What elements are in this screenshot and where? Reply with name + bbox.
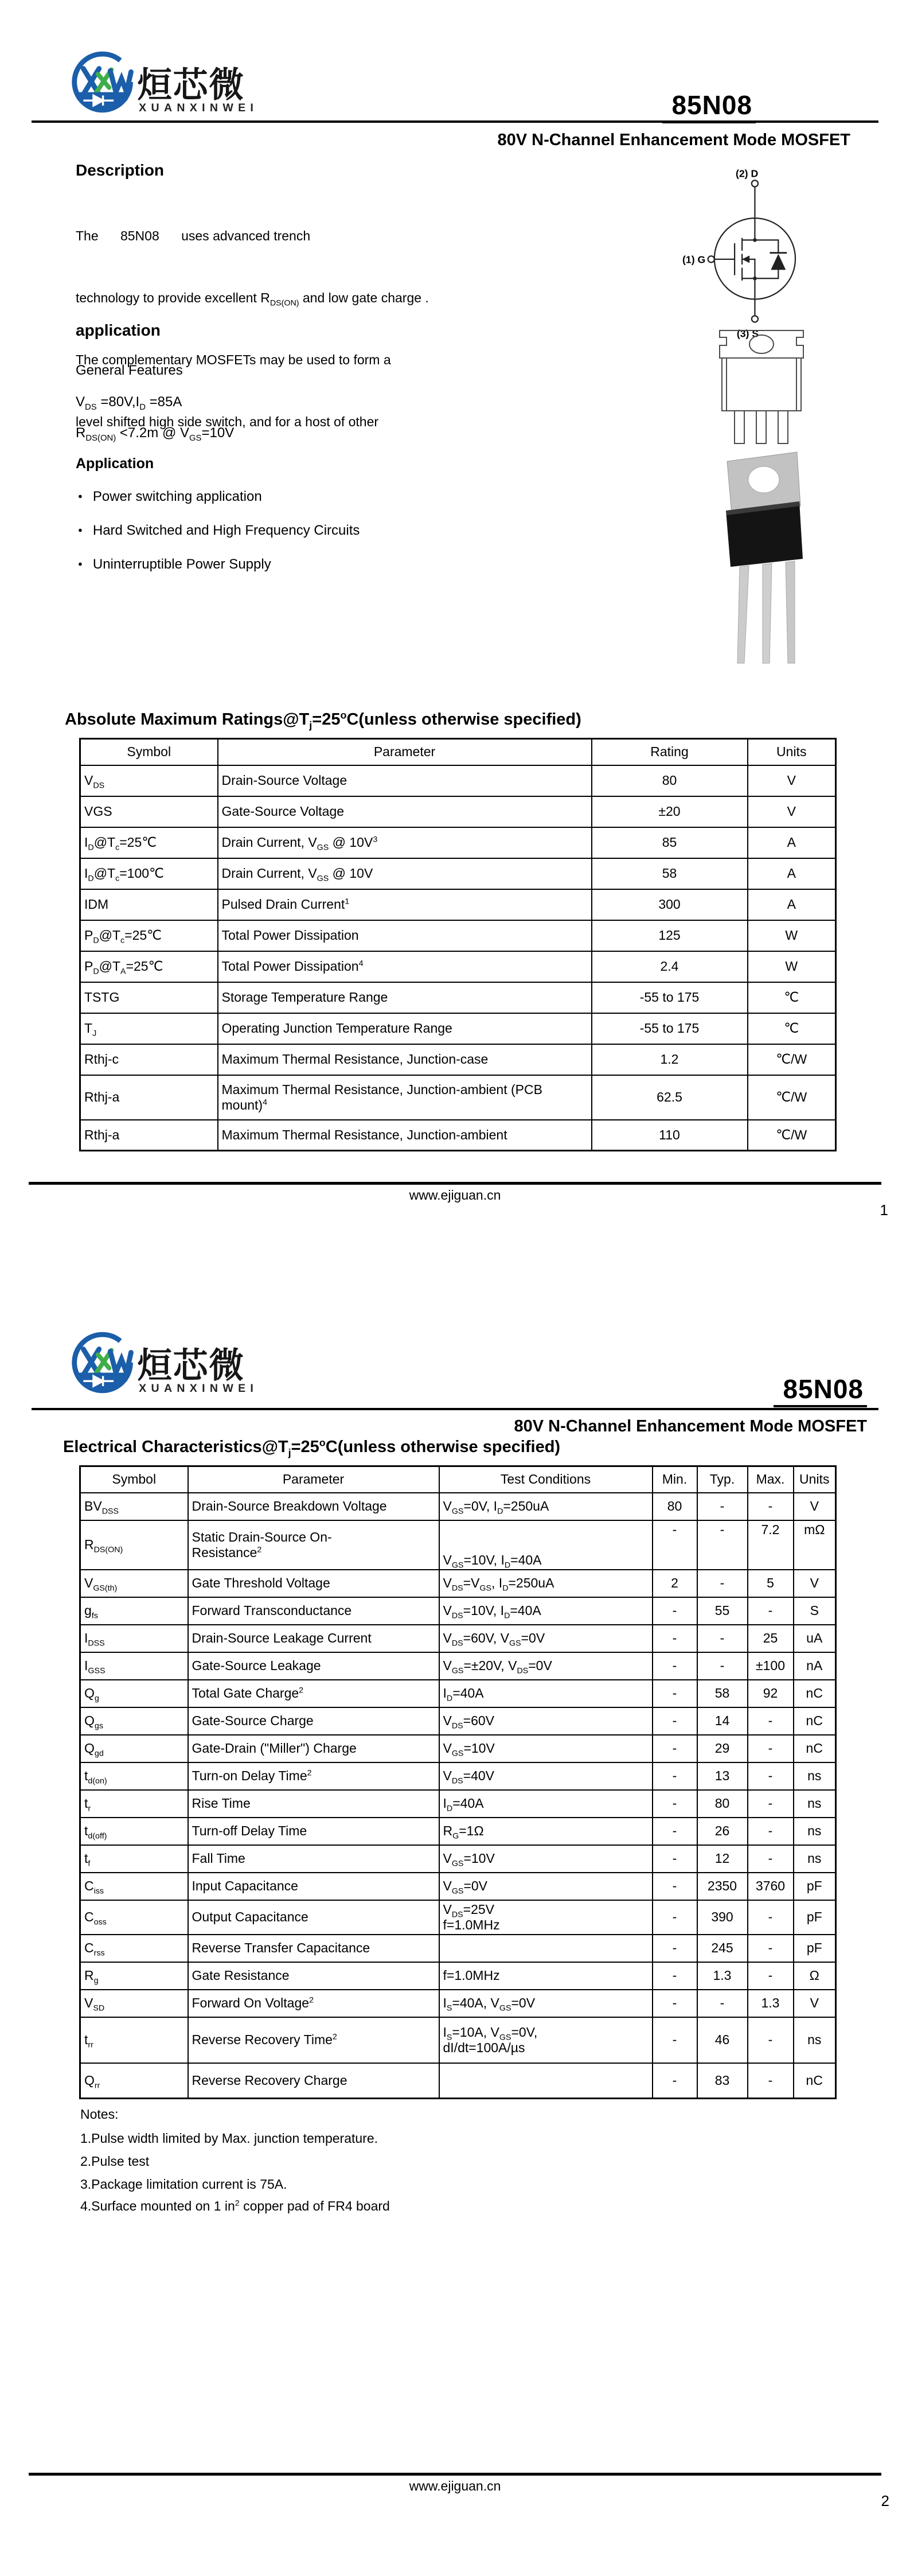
ec-cell-min: - [653, 1990, 697, 2017]
table-row [80, 1013, 836, 1044]
ec-cell-units: mΩ [794, 1520, 836, 1570]
amr-cell-param: Drain Current, $V_{GS}$ @ 10V [218, 858, 592, 889]
ec-header-parameter: Parameter [188, 1466, 439, 1493]
table-row [80, 951, 836, 982]
table-row [80, 827, 836, 858]
description-line: The complementary MOSFETs may be used to form a [76, 352, 391, 367]
amr-cell-symbol: $P_D@T_A=25℃$ [80, 951, 218, 982]
ec-cell-typ: - [697, 1493, 748, 1520]
amr-cell-rating: 58 [592, 858, 748, 889]
ec-cell-symbol: $Q_{rr}$ [80, 2063, 188, 2099]
table-row [80, 2063, 836, 2099]
ec-cell-symbol: $BV_{DSS}$ [80, 1493, 188, 1520]
note-item: 4.Surface mounted on 1 $in^2$ copper pad of FR4 board [80, 2198, 390, 2213]
application-subheading: Application [76, 456, 154, 472]
ec-cell-typ: 55 [697, 1597, 748, 1625]
logo-en-text: XUANXINWEI [139, 1382, 259, 1395]
table-row [80, 1790, 836, 1818]
page-number: 1 [880, 1201, 888, 1219]
part-number: 85N08 [662, 90, 756, 123]
ec-cell-typ: 46 [697, 2017, 748, 2063]
amr-cell-units: ℃/W [748, 1120, 836, 1151]
ec-cell-symbol: $R_g$ [80, 1962, 188, 1990]
ec-cell-units: nC [794, 1735, 836, 1762]
notes-heading: Notes: [80, 2107, 119, 2122]
ec-header-test-conditions: Test Conditions [439, 1466, 653, 1493]
ec-header-units: Units [794, 1466, 836, 1493]
table-row [80, 1680, 836, 1707]
table-row [80, 1707, 836, 1735]
logo-monogram-icon [83, 1349, 131, 1375]
ec-cell-min: - [653, 1935, 697, 1962]
ec-cell-tc [439, 1935, 653, 1962]
amr-cell-param: Drain-Source Voltage [218, 765, 592, 796]
description-line: technology to provide excellent $R_{DS(ON)}$ and low gate charge . [76, 290, 429, 308]
ec-cell-typ: 245 [697, 1935, 748, 1962]
ec-cell-tc: $I_D=40A$ [439, 1790, 653, 1818]
amr-cell-units: V [748, 765, 836, 796]
header-divider [32, 1408, 878, 1410]
ec-cell-param: Drain-Source Breakdown Voltage [188, 1493, 439, 1520]
amr-title: Absolute Maximum $Ratings@T_j=25^oC(unless$ otherwise specified) [65, 709, 581, 731]
amr-cell-units: ℃ [748, 982, 836, 1013]
ec-cell-min: - [653, 1962, 697, 1990]
amr-cell-param: Storage Temperature Range [218, 982, 592, 1013]
table-row [80, 765, 836, 796]
page-subtitle: 80V N-Channel Enhancement Mode MOSFET [497, 131, 850, 149]
amr-cell-units: V [748, 796, 836, 827]
ec-cell-units: pF [794, 1900, 836, 1935]
ec-cell-symbol: $C_{iss}$ [80, 1873, 188, 1900]
ec-cell-min: - [653, 1873, 697, 1900]
table-row [80, 1900, 836, 1935]
amr-cell-symbol: $T_J$ [80, 1013, 218, 1044]
amr-cell-param: Maximum Thermal Resistance, Junction-ambient [218, 1120, 592, 1151]
ec-cell-min: 2 [653, 1570, 697, 1597]
gate-pin-label: (1) G [682, 254, 706, 266]
ec-cell-min: - [653, 1625, 697, 1652]
application-bullet: ● Uninterruptible Power Supply [78, 557, 271, 573]
ec-cell-tc: $V_{GS}=10V$, $I_D=40A$ [439, 1520, 653, 1570]
ec-cell-tc: $V_{GS}=0V$, $I_D=250uA$ [439, 1493, 653, 1520]
ec-cell-max: - [748, 1935, 794, 1962]
amr-cell-symbol: IDM [80, 889, 218, 920]
ec-cell-units: V [794, 1570, 836, 1597]
amr-cell-symbol: Rthj-c [80, 1044, 218, 1075]
ec-cell-min: - [653, 1680, 697, 1707]
ec-cell-symbol: $Q_g$ [80, 1680, 188, 1707]
logo-cn-text: 烜芯微 [137, 65, 245, 104]
ec-cell-tc: $I_S=10A$, $V_{GS}=0V$, dI/dt=100A/µs [439, 2017, 653, 2063]
table-row [80, 1652, 836, 1680]
ec-cell-param: Gate-Source Charge [188, 1707, 439, 1735]
ec-cell-tc: $V_{GS}=0V$ [439, 1873, 653, 1900]
amr-cell-rating: 300 [592, 889, 748, 920]
amr-cell-units: A [748, 858, 836, 889]
table-row [80, 1044, 836, 1075]
ec-header-max: Max. [748, 1466, 794, 1493]
amr-cell-rating: 62.5 [592, 1075, 748, 1120]
table-row [80, 982, 836, 1013]
footer-url: www.ejiguan.cn [409, 1188, 501, 1203]
ec-cell-symbol: $C_{rss}$ [80, 1935, 188, 1962]
note-item: 3.Package limitation current is 75A. [80, 2177, 287, 2192]
ec-cell-units: V [794, 1493, 836, 1520]
logo-cn-text: 烜芯微 [137, 1345, 245, 1385]
ec-cell-tc: $V_{GS}=10V$ [439, 1845, 653, 1873]
amr-cell-rating: -55 to 175 [592, 982, 748, 1013]
ec-cell-tc: f=1.0MHz [439, 1962, 653, 1990]
company-logo [68, 48, 270, 116]
ec-cell-typ: 1.3 [697, 1962, 748, 1990]
mosfet-arrow-icon [742, 255, 749, 263]
table-row [80, 1735, 836, 1762]
ec-cell-param: Turn-on Delay Time$^2$ [188, 1762, 439, 1790]
ec-cell-tc: $V_{GS}=10V$ [439, 1735, 653, 1762]
amr-cell-symbol: $I_D@T_c=100℃$ [80, 858, 218, 889]
ec-cell-param: Gate Threshold Voltage [188, 1570, 439, 1597]
amr-cell-param: Operating Junction Temperature Range [218, 1013, 592, 1044]
ec-cell-symbol: $I_{DSS}$ [80, 1625, 188, 1652]
ec-cell-max: - [748, 2017, 794, 2063]
ec-cell-max: 3760 [748, 1873, 794, 1900]
ec-cell-max: 1.3 [748, 1990, 794, 2017]
ec-cell-units: ns [794, 1762, 836, 1790]
table-row [80, 796, 836, 827]
ec-cell-units: nA [794, 1652, 836, 1680]
footer-divider [29, 2473, 881, 2476]
mosfet-symbol-diagram [681, 168, 820, 341]
ec-cell-max: - [748, 2063, 794, 2099]
ec-cell-typ: - [697, 1625, 748, 1652]
logo-en-text: XUANXINWEI [139, 101, 259, 114]
amr-cell-rating: 85 [592, 827, 748, 858]
description-heading: Description [76, 161, 165, 179]
table-header-row [80, 1466, 836, 1493]
amr-cell-rating: 1.2 [592, 1044, 748, 1075]
ec-cell-param: Gate-Drain ("Miller") Charge [188, 1735, 439, 1762]
table-row [80, 1873, 836, 1900]
table-row [80, 1520, 836, 1570]
ec-cell-units: V [794, 1990, 836, 2017]
ec-cell-max: 5 [748, 1570, 794, 1597]
ec-cell-param: Input Capacitance [188, 1873, 439, 1900]
amr-cell-units: W [748, 951, 836, 982]
ec-cell-symbol: $t_f$ [80, 1845, 188, 1873]
part-number: 85N08 [774, 1373, 867, 1407]
table-row [80, 1597, 836, 1625]
ec-cell-param: Rise Time [188, 1790, 439, 1818]
ec-cell-tc: $I_S=40A$, $V_{GS}=0V$ [439, 1990, 653, 2017]
ec-cell-units: S [794, 1597, 836, 1625]
amr-cell-rating: 2.4 [592, 951, 748, 982]
amr-cell-symbol: $P_D@T_c=25℃$ [80, 920, 218, 951]
ec-header-min: Min. [653, 1466, 697, 1493]
ec-cell-max: 7.2 [748, 1520, 794, 1570]
application-bullet: ● Power switching application [78, 489, 262, 505]
ec-cell-param: Gate Resistance [188, 1962, 439, 1990]
ec-cell-min: 80 [653, 1493, 697, 1520]
amr-cell-param: Gate-Source Voltage [218, 796, 592, 827]
table-row [80, 1990, 836, 2017]
ec-cell-symbol: $t_{d(on)}$ [80, 1762, 188, 1790]
table-row [80, 1493, 836, 1520]
ec-cell-min: - [653, 1735, 697, 1762]
ec-cell-tc [439, 2063, 653, 2099]
ec-cell-min: - [653, 1762, 697, 1790]
ec-cell-param: Turn-off Delay Time [188, 1818, 439, 1845]
drain-pin-label: (2) D [735, 168, 759, 180]
ec-cell-symbol: $Q_{gd}$ [80, 1735, 188, 1762]
feature-rdson: $R_{DS(ON)} <7.2m$ @ $V_{GS}=10V$ [76, 425, 235, 443]
ec-cell-max: - [748, 1900, 794, 1935]
description-line: level shifted high side switch, and for a host of other [76, 414, 379, 429]
table-header-row [80, 739, 836, 765]
amr-cell-units: ℃/W [748, 1075, 836, 1120]
ec-cell-units: pF [794, 1873, 836, 1900]
electrical-characteristics-table [79, 1465, 837, 2099]
ec-cell-typ: 14 [697, 1707, 748, 1735]
ec-cell-max: - [748, 1762, 794, 1790]
ec-title: Electrical $Characteristics@T_j=25^oC(unless$ otherwise specified) [63, 1437, 561, 1458]
application-heading: application [76, 321, 161, 339]
application-bullet: ● Hard Switched and High Frequency Circuits [78, 523, 360, 539]
ec-header-typ: Typ. [697, 1466, 748, 1493]
amr-cell-rating: 125 [592, 920, 748, 951]
page-subtitle: 80V N-Channel Enhancement Mode MOSFET [514, 1417, 867, 1435]
amr-cell-symbol: $V_{DS}$ [80, 765, 218, 796]
ec-cell-tc: $V_{DS}=60V$ [439, 1707, 653, 1735]
ec-cell-max: - [748, 1493, 794, 1520]
ec-cell-min: - [653, 1707, 697, 1735]
ec-cell-units: Ω [794, 1962, 836, 1990]
ec-cell-tc: $V_{DS}=10V$, $I_D=40A$ [439, 1597, 653, 1625]
ec-cell-units: ns [794, 2017, 836, 2063]
table-row [80, 858, 836, 889]
ec-cell-max: - [748, 1818, 794, 1845]
amr-cell-units: W [748, 920, 836, 951]
source-pin-label: (3) S [736, 328, 759, 340]
company-logo [68, 1329, 270, 1396]
note-item: 1.Pulse width limited by Max. junction temperature. [80, 2131, 378, 2146]
ec-cell-typ: 390 [697, 1900, 748, 1935]
ec-cell-tc: $V_{DS}=V_{GS}$, $I_D=250uA$ [439, 1570, 653, 1597]
ec-cell-min: - [653, 1845, 697, 1873]
ec-cell-symbol: $t_{rr}$ [80, 2017, 188, 2063]
ec-cell-units: nC [794, 2063, 836, 2099]
ec-cell-units: ns [794, 1845, 836, 1873]
table-row [80, 1762, 836, 1790]
amr-cell-rating: -55 to 175 [592, 1013, 748, 1044]
ec-cell-param: Drain-Source Leakage Current [188, 1625, 439, 1652]
ec-cell-param: Forward On Voltage$^2$ [188, 1990, 439, 2017]
footer-divider [29, 1182, 881, 1185]
amr-cell-symbol: Rthj-a [80, 1120, 218, 1151]
amr-cell-units: A [748, 827, 836, 858]
table-row [80, 1625, 836, 1652]
ec-cell-units: uA [794, 1625, 836, 1652]
amr-cell-rating: 110 [592, 1120, 748, 1151]
amr-cell-units: ℃/W [748, 1044, 836, 1075]
ec-cell-param: Static Drain-Source On- Resistance$^2$ [188, 1520, 439, 1570]
amr-cell-symbol: $I_D@T_c=25℃$ [80, 827, 218, 858]
ec-cell-units: nC [794, 1707, 836, 1735]
ec-cell-tc: $V_{GS}=\pm 20V$, $V_{DS}=0V$ [439, 1652, 653, 1680]
ec-cell-symbol: $I_{GSS}$ [80, 1652, 188, 1680]
amr-cell-param: Pulsed Drain Current$^1$ [218, 889, 592, 920]
note-item: 2.Pulse test [80, 2154, 150, 2169]
amr-cell-rating: 80 [592, 765, 748, 796]
ec-cell-param: Fall Time [188, 1845, 439, 1873]
ec-cell-param: Gate-Source Leakage [188, 1652, 439, 1680]
ec-cell-symbol: $t_{d(off)}$ [80, 1818, 188, 1845]
table-row [80, 1075, 836, 1120]
ec-cell-symbol: $Q_{gs}$ [80, 1707, 188, 1735]
amr-cell-units: ℃ [748, 1013, 836, 1044]
ec-cell-symbol: $V_{GS(th)}$ [80, 1570, 188, 1597]
ec-cell-max: - [748, 1962, 794, 1990]
ec-cell-typ: 2350 [697, 1873, 748, 1900]
amr-cell-param: Drain Current, $V_{GS}$ @ $10V^3$ [218, 827, 592, 858]
header-divider [32, 120, 878, 123]
ec-cell-max: - [748, 1845, 794, 1873]
feature-vds-id: $V_{DS} =80V,I_D =85A$ [76, 394, 182, 412]
table-row [80, 889, 836, 920]
table-row [80, 1845, 836, 1873]
amr-cell-units: A [748, 889, 836, 920]
ec-cell-typ: - [697, 1520, 748, 1570]
ec-cell-param: Total Gate Charge$^2$ [188, 1680, 439, 1707]
description-line: The 85N08 uses advanced trench [76, 228, 311, 243]
table-row [80, 2017, 836, 2063]
ec-cell-tc: $V_{DS}=40V$ [439, 1762, 653, 1790]
ec-cell-max: 25 [748, 1625, 794, 1652]
ec-cell-max: - [748, 1597, 794, 1625]
ec-cell-symbol: $R_{DS(ON)}$ [80, 1520, 188, 1570]
amr-header-parameter: Parameter [218, 739, 592, 765]
ec-cell-symbol: $C_{oss}$ [80, 1900, 188, 1935]
package-photo [710, 446, 812, 666]
ec-cell-min: - [653, 1597, 697, 1625]
ec-cell-typ: 58 [697, 1680, 748, 1707]
table-row [80, 1818, 836, 1845]
table-row [80, 1962, 836, 1990]
footer-url: www.ejiguan.cn [409, 2478, 501, 2493]
ec-cell-typ: - [697, 1990, 748, 2017]
page-number: 2 [881, 2492, 889, 2509]
ec-cell-units: ns [794, 1818, 836, 1845]
amr-cell-param: Total Power Dissipation$^4$ [218, 951, 592, 982]
amr-cell-rating: ±20 [592, 796, 748, 827]
ec-cell-max: - [748, 1790, 794, 1818]
ec-cell-max: ±100 [748, 1652, 794, 1680]
ec-cell-typ: 13 [697, 1762, 748, 1790]
ec-cell-symbol: $g_{fs}$ [80, 1597, 188, 1625]
logo-monogram-icon [83, 69, 131, 95]
ec-cell-min: - [653, 1790, 697, 1818]
ec-cell-param: Forward Transconductance [188, 1597, 439, 1625]
ec-cell-min: - [653, 1900, 697, 1935]
amr-cell-param: Total Power Dissipation [218, 920, 592, 951]
table-row [80, 1120, 836, 1151]
ec-cell-tc: $V_{DS}=25V$ f=1.0MHz [439, 1900, 653, 1935]
amr-cell-param: Maximum Thermal Resistance, Junction-case [218, 1044, 592, 1075]
ec-cell-tc: $V_{DS}=60V$, $V_{GS}=0V$ [439, 1625, 653, 1652]
ec-cell-min: - [653, 1652, 697, 1680]
body-diode-icon [771, 254, 786, 270]
table-row [80, 1935, 836, 1962]
amr-header-units: Units [748, 739, 836, 765]
table-row [80, 1570, 836, 1597]
table-row [80, 920, 836, 951]
ec-cell-max: - [748, 1735, 794, 1762]
ec-cell-units: pF [794, 1935, 836, 1962]
ec-cell-typ: - [697, 1652, 748, 1680]
ec-cell-min: - [653, 2063, 697, 2099]
ec-cell-min: - [653, 1520, 697, 1570]
ec-cell-tc: $I_D=40A$ [439, 1680, 653, 1707]
ec-cell-min: - [653, 1818, 697, 1845]
amr-cell-param: Maximum Thermal Resistance, Junction-ambient (PCB mount)$^4$ [218, 1075, 592, 1120]
ec-cell-min: - [653, 2017, 697, 2063]
ec-cell-units: nC [794, 1680, 836, 1707]
ec-cell-symbol: $V_{SD}$ [80, 1990, 188, 2017]
ec-cell-max: - [748, 1707, 794, 1735]
ec-cell-typ: - [697, 1570, 748, 1597]
ec-cell-typ: 83 [697, 2063, 748, 2099]
absolute-maximum-ratings-table [79, 738, 837, 1151]
ec-cell-typ: 26 [697, 1818, 748, 1845]
ec-cell-param: Reverse Transfer Capacitance [188, 1935, 439, 1962]
ec-cell-units: ns [794, 1790, 836, 1818]
ec-cell-tc: $R_G=1\Omega$ [439, 1818, 653, 1845]
ec-cell-param: Output Capacitance [188, 1900, 439, 1935]
ec-cell-typ: 80 [697, 1790, 748, 1818]
ec-cell-max: 92 [748, 1680, 794, 1707]
ec-cell-typ: 29 [697, 1735, 748, 1762]
amr-cell-symbol: VGS [80, 796, 218, 827]
ec-cell-param: Reverse Recovery Charge [188, 2063, 439, 2099]
amr-header-rating: Rating [592, 739, 748, 765]
amr-cell-symbol: Rthj-a [80, 1075, 218, 1120]
amr-cell-symbol: TSTG [80, 982, 218, 1013]
general-features-label: General Features [76, 363, 183, 378]
ec-cell-param: Reverse Recovery Time$^2$ [188, 2017, 439, 2063]
ec-header-symbol: Symbol [80, 1466, 188, 1493]
ec-cell-symbol: $t_r$ [80, 1790, 188, 1818]
ec-cell-typ: 12 [697, 1845, 748, 1873]
amr-header-symbol: Symbol [80, 739, 218, 765]
package-outline-drawing [713, 328, 810, 446]
